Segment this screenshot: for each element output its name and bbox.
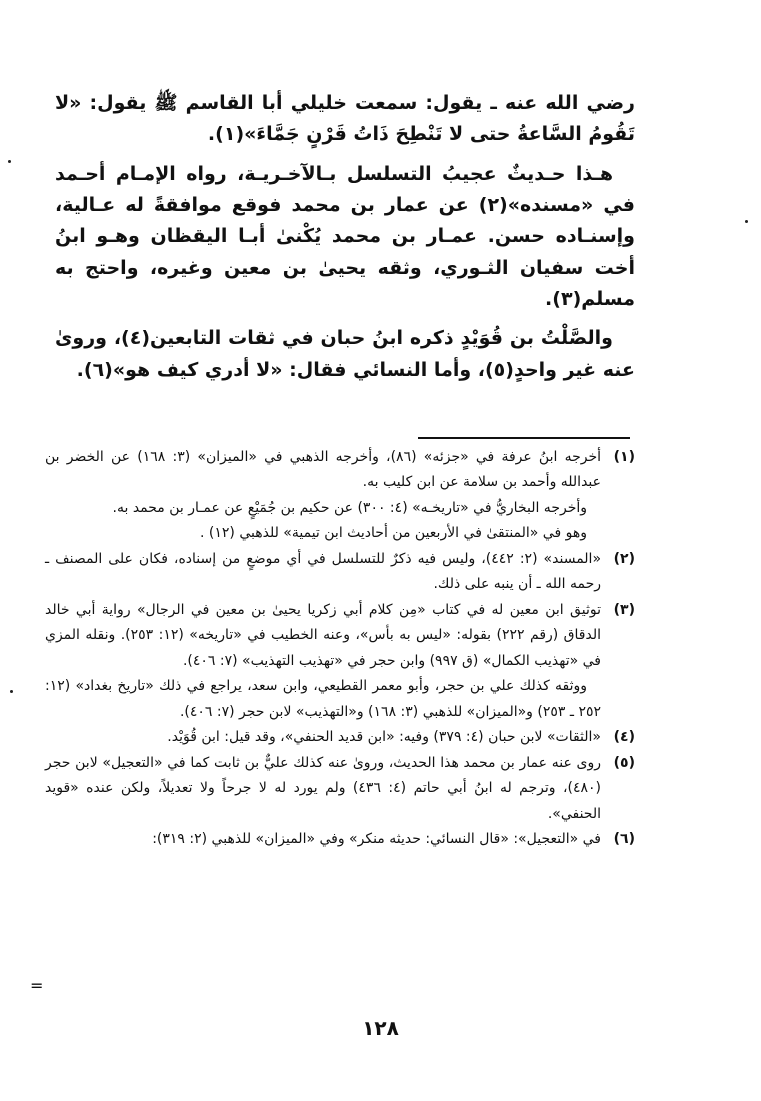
margin-speck	[745, 220, 748, 223]
footnote-body	[45, 445, 601, 547]
footnote-text: في «التعجيل»: «قال النسائي: حديثه منكر» وفي «الميزان» للذهبي (٢: ٣١٩):	[152, 831, 601, 848]
footnote-number: (٢)	[613, 550, 635, 567]
footnote-body	[45, 751, 601, 827]
footnote-text: وأخرجه البخاريُّ في «تاريخـه» (٤: ٣٠٠) عن حكيم بن جُمَيْعٍ عن عمـار بن محمد به.	[112, 499, 587, 516]
footnote-3	[45, 598, 635, 725]
footnote-text: توثيق ابن معين له في كتاب «مِن كلام أبي زكريا يحيىٰ بن معين في الرجال» رواية أبي خالد الدقاق (رقم ٢٢٢) بقوله: «ليس به بأس»، وعنه الخطيب في «تاريخه» (١٢: ٢٥٣). ونقله المزي في «تهذيب الكمال» (ق ٩٩٧) وابن حجر في «تهذيب التهذيب» (٧: ٤٠٦).	[45, 601, 602, 669]
footnote-text: ووثقه كذلك علي بن حجر، وأبو معمر القطيعي، وابن سعد، يراجع في ذلك «تاريخ بغداد» (١٢: ٢٥٢ ـ ٢٥٣) و«الميزان» للذهبي (٣: ١٦٨) و«التهذيب» لابن حجر (٧: ٤٠٦).	[45, 678, 601, 720]
footnote-number: (١)	[613, 449, 635, 465]
footnote-6	[45, 827, 635, 852]
main-text	[55, 88, 635, 394]
main-paragraph-1: رضي الله عنه ـ يقول: سمعت خليلي أبا القاسم ﷺ يقول: «لا تَقُومُ السَّاعةُ حتى لا تَنْطِحَ ذَاتُ قَرْنٍ جَمَّاءَ»(١).	[55, 92, 635, 146]
footnote-number: (٣)	[613, 601, 635, 618]
footnote-body	[45, 547, 601, 598]
footnote-number: (٤)	[613, 729, 635, 746]
footnote-body	[45, 725, 601, 750]
footnote-text: وهو في «المنتقىٰ في الأربعين من أحاديث ابن تيمية» للذهبي (١٢) .	[200, 525, 587, 542]
footnote-text: «المسند» (٢: ٤٤٢)، وليس فيه ذكرٌ للتسلسل في أي موضعٍ من إسناده، فكان على المصنف ـ رحمه الله ـ أن ينبه على ذلك.	[45, 550, 602, 593]
footnote-body	[45, 598, 601, 725]
main-paragraph-2: هـذا حـديثٌ عجيبُ التسلسل بـالآخـريـة، رواه الإمـام أحـمد في «مسنده»(٢) عن عمار بن محمد فوقع موافقةً له عـالية، وإسنـاده حسن. عمـار بن محمد يُكْنىٰ أبـا اليقظان وهـو ابنُ أخت سفيان الثـوري، وثقه يحيىٰ بن معين وغيره، واحتج به مسلم(٣).	[55, 162, 635, 311]
footnote-separator	[418, 437, 630, 439]
continuation-mark: =	[30, 976, 44, 995]
margin-speck	[10, 690, 13, 693]
footnote-number: (٥)	[613, 754, 635, 771]
page-number: ١٢٨	[362, 1016, 399, 1040]
footnote-body	[45, 827, 601, 852]
footnote-text: «الثقات» لابن حبان (٤: ٣٧٩) وفيه: «ابن قديد الحنفي»، وقد قيل: ابن قُوَيْد.	[167, 729, 601, 746]
footnote-text: روى عنه عمار بن محمد هذا الحديث، وروىٰ عنه كذلك عليٌّ بن ثابت كما في «التعجيل» لابن حجر (٤٨٠)، وترجم له ابنُ أبي حاتم (٤: ٤٣٦) ولم يورد له لا جرحاً ولا تعديلاً، ولكن عنده «قويد الحنفي».	[45, 754, 601, 822]
footnote-1	[45, 445, 635, 547]
footnotes	[45, 445, 635, 853]
main-paragraph-3: والصَّلْتُ بن قُوَيْدٍ ذكره ابنُ حبان في ثقات التابعين(٤)، وروىٰ عنه غير واحدٍ(٥)، وأما النسائي فقال: «لا أدري كيف هو»(٦).	[55, 327, 635, 381]
footnote-5	[45, 751, 635, 827]
footnote-number: (٦)	[613, 831, 635, 848]
footnote-4	[45, 725, 635, 750]
margin-speck	[8, 160, 11, 163]
footnote-text: أخرجه ابنُ عرفة في «جزئه» (٨٦)، وأخرجه الذهبي في «الميزان» (٣: ١٦٨) عن الخضر بن عبدالله وأحمد بن سلامة عن ابن كليب به.	[45, 449, 602, 491]
footnote-2	[45, 547, 635, 598]
